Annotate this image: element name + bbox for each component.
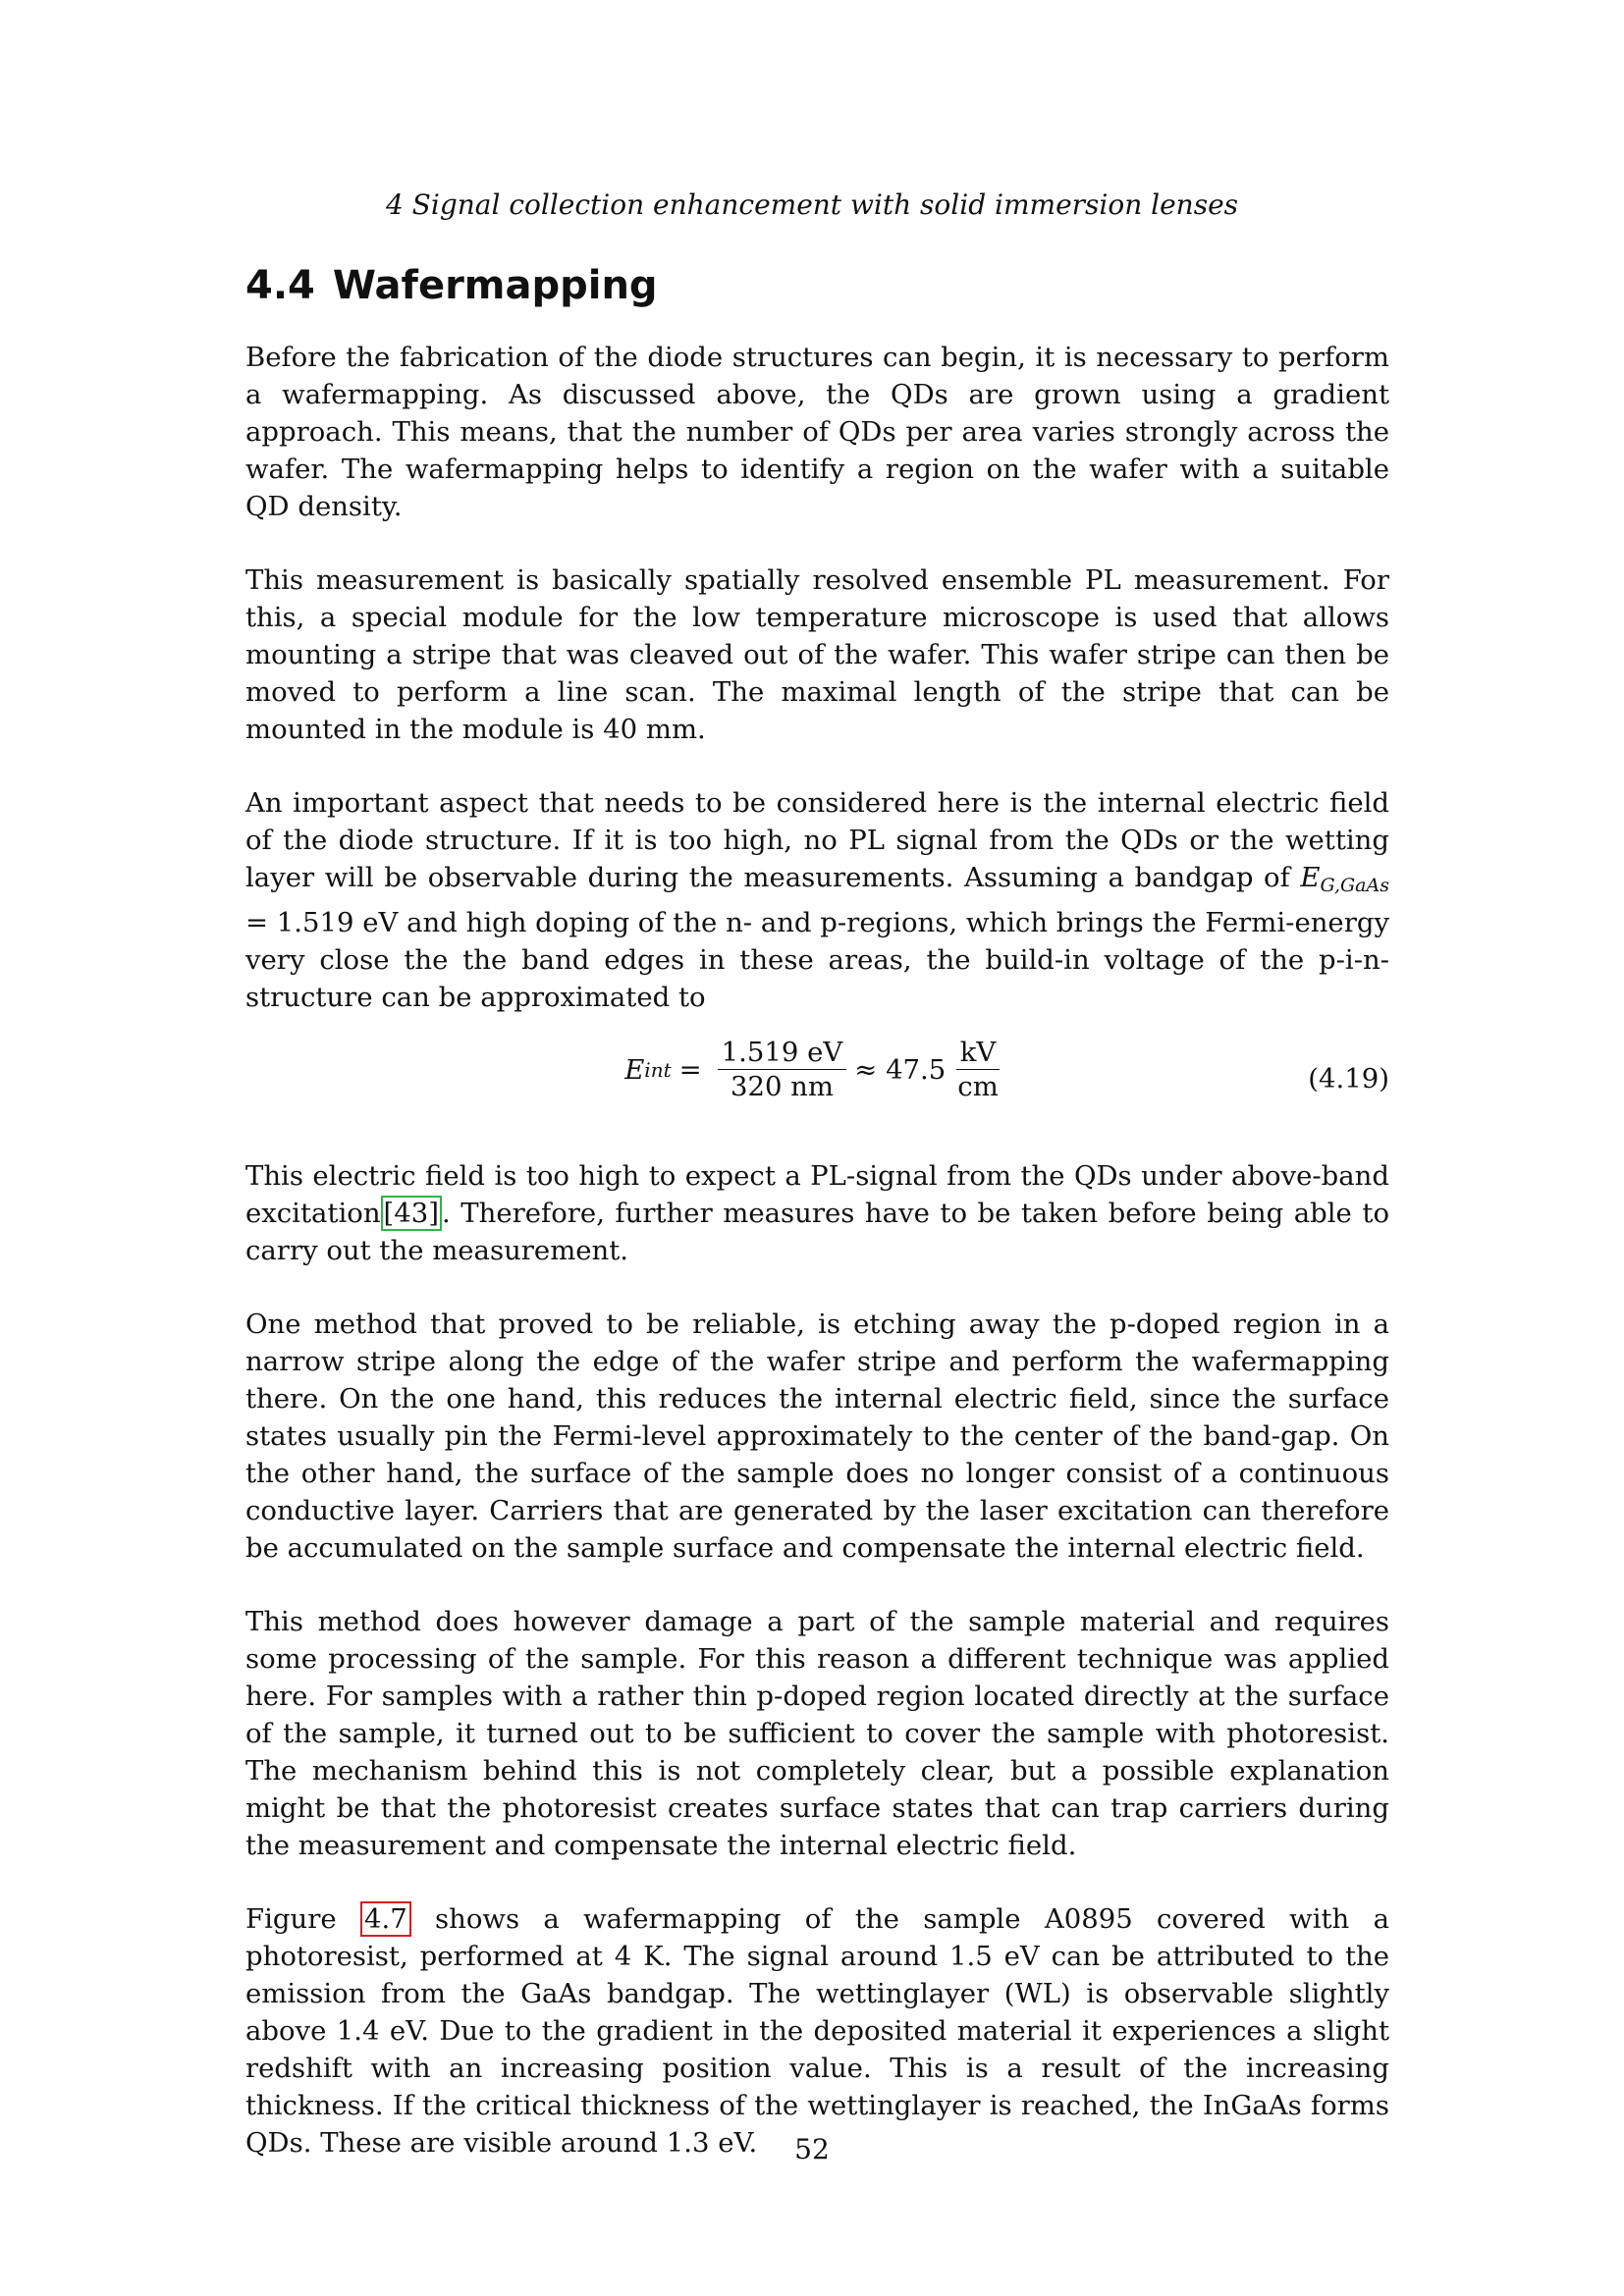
- voltage-fraction: [718, 1036, 847, 1103]
- running-header: 4 Signal collection enhancement with solid immersion lenses: [385, 188, 1239, 221]
- section-number: 4.4: [245, 263, 315, 308]
- unit-denominator: cm: [957, 1071, 999, 1102]
- fraction-numerator: 1.519 eV: [718, 1036, 847, 1070]
- paragraph-2: This measurement is basically spatially resolved ensemble PL measurement. For this, a special module for the low temperature microscope is used that allows mounting a stripe that was cleaved out of the wafer. This wafer stripe can then be moved to perform a line scan. The maximal length of the stripe that can be mounted in the module is 40 mm.: [245, 564, 1389, 745]
- equation-number: (4.19): [1308, 1063, 1389, 1095]
- paragraph-4-text-b: . Therefore, further measures have to be taken before being able to carry out the measurement.: [245, 1198, 1389, 1266]
- equation-lhs: E: [624, 1053, 645, 1086]
- equals-sign: =: [678, 1053, 702, 1086]
- paragraph-5: One method that proved to be reliable, is etching away the p-doped region in a narrow stripe along the edge of the wafer stripe and perform the wafermapping there. On the one hand, this reduces the internal electric field, since the surface states usually pin the Fermi-level approximately to the center of the band-gap. On the other hand, the surface of the sample does no longer consist of a continuous conductive layer. Carriers that are generated by the laser excitation can therefore be accumulated on the sample surface and compensate the internal electric field.: [245, 1308, 1389, 1564]
- section-title-text: Wafermapping: [332, 263, 658, 308]
- body-text: [245, 339, 1389, 2198]
- section-title: [245, 263, 658, 308]
- paragraph-4-text-a: This electric field is too high to expect a PL-signal from the QDs under above-band excitation: [245, 1160, 1389, 1229]
- bandgap-symbol-subscript: G,GaAs: [1320, 875, 1389, 896]
- page-number: 52: [794, 2133, 830, 2165]
- paragraph-7: [245, 1900, 1389, 2162]
- paragraph-3-text-b: = 1.519 eV and high doping of the n- and p-regions, which brings the Fermi-energy very close the the band edges in these areas, the build-in voltage of the p-i-n-structure can be approximated to: [245, 907, 1389, 1013]
- unit-fraction: [953, 1036, 1001, 1103]
- paragraph-7-text-b: shows a wafermapping of the sample A0895 covered with a photoresist, performed at 4 K. The signal around 1.5 eV can be attributed to the emission from the GaAs bandgap. The wettinglayer (WL) is observable slightly above 1.4 eV. Due to the gradient in the deposited material it experiences a slight redshift with an increasing position value. This is a result of the increasing thickness. If the critical thickness of the wettinglayer is reached, the InGaAs forms QDs. These are visible around 1.3 eV.: [245, 1903, 1389, 2159]
- fraction-denominator: 320 nm: [730, 1071, 834, 1102]
- paragraph-7-text-a: Figure: [245, 1903, 360, 1935]
- paragraph-6: This method does however damage a part of the sample material and requires some processing of the sample. For this reason a different technique was applied here. For samples with a rather thin p-doped region located directly at the surface of the sample, it turned out to be sufficient to cover the sample with photoresist. The mechanism behind this is not completely clear, but a possible explanation might be that the photoresist creates surface states that can trap carriers during the measurement and compensate the internal electric field.: [245, 1606, 1389, 1861]
- paragraph-3-text-a: An important aspect that needs to be considered here is the internal electric field of the diode structure. If it is too high, no PL signal from the QDs or the wetting layer will be observable during the measurements. Assuming a bandgap of: [245, 787, 1389, 893]
- paragraph-3: [245, 784, 1389, 1016]
- citation-link[interactable]: [43]: [381, 1196, 442, 1231]
- figure-ref-link[interactable]: 4.7: [360, 1901, 411, 1937]
- equation-4-19: [245, 1026, 1389, 1126]
- equation-lhs-subscript: int: [644, 1057, 672, 1082]
- approx-value: ≈ 47.5: [854, 1053, 947, 1086]
- unit-numerator: kV: [956, 1036, 1001, 1070]
- bandgap-symbol: E: [1300, 862, 1321, 893]
- paragraph-4: [245, 1157, 1389, 1269]
- paragraph-1: Before the fabrication of the diode structures can begin, it is necessary to perform a wafermapping. As discussed above, the QDs are grown using a gradient approach. This means, that the number of QDs per area varies strongly across the wafer. The wafermapping helps to identify a region on the wafer with a suitable QD density.: [245, 342, 1389, 522]
